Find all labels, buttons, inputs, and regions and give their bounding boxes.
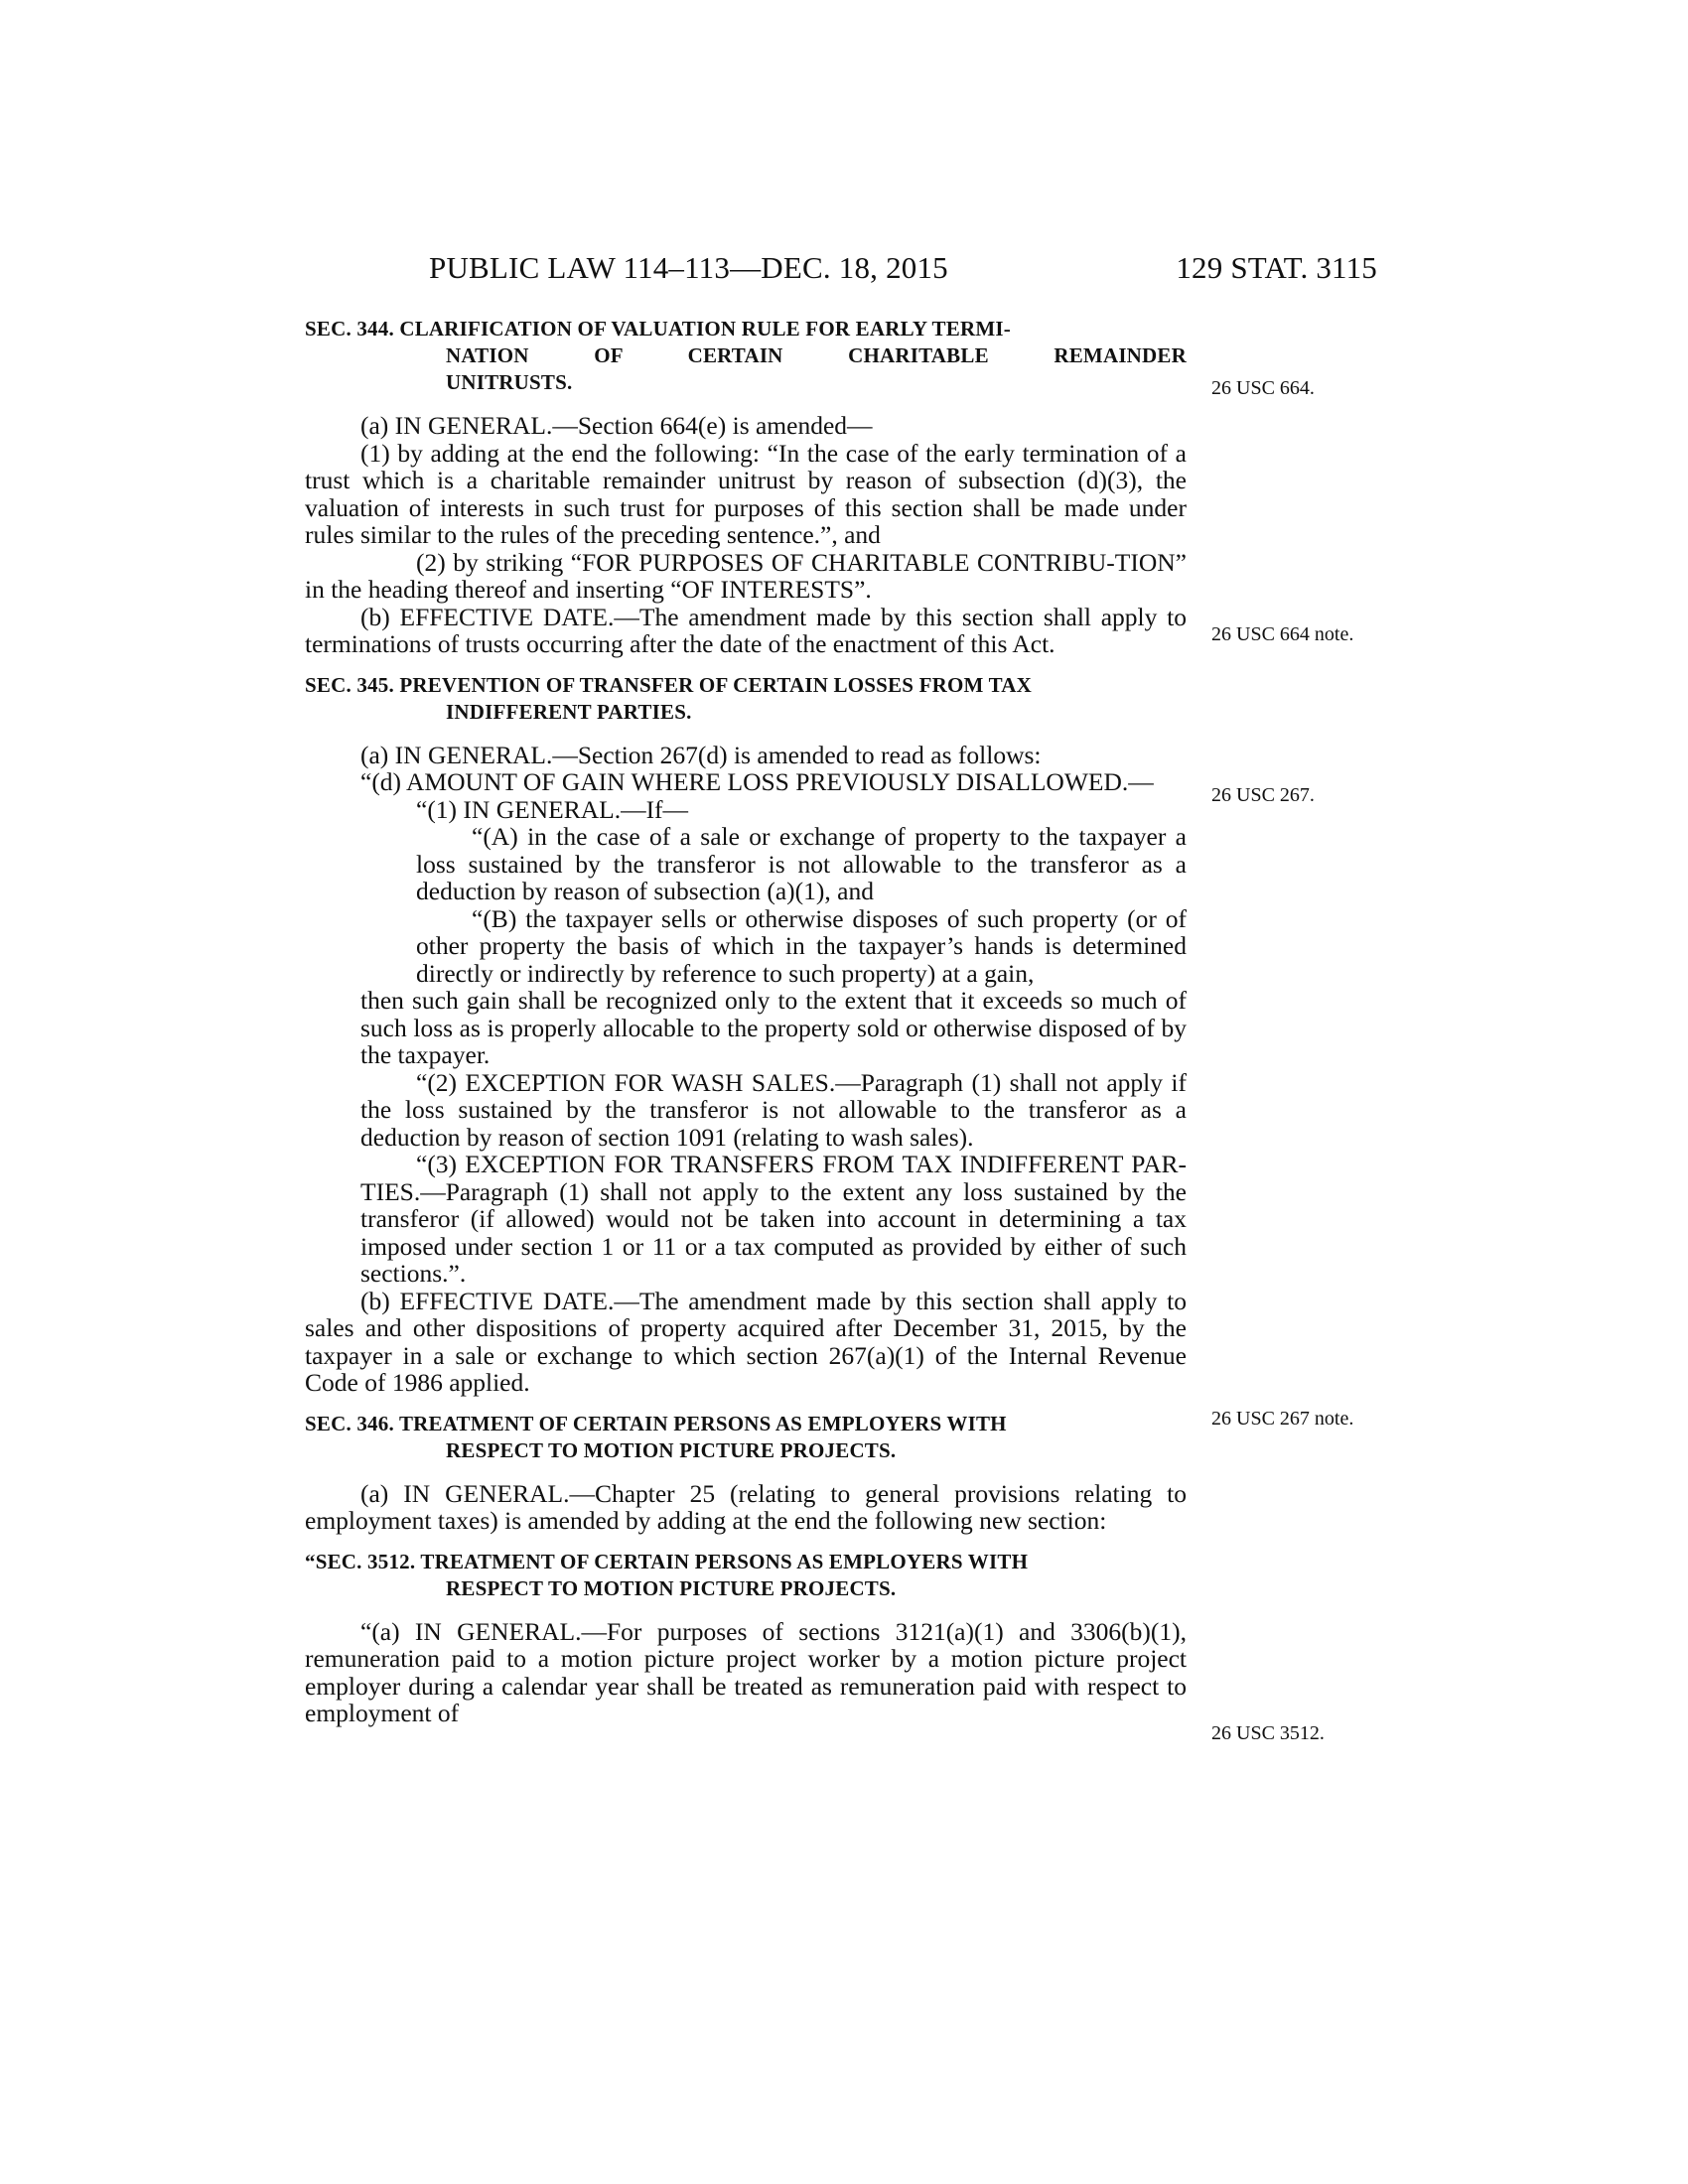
section-3512-heading [305,1549,1187,1602]
section-345-heading-line1: SEC. 345. PREVENTION OF TRANSFER OF CERTAIN LOSSES FROM TAX [305,672,1032,697]
section-344-a1: (1) by adding at the end the following: “In the case of the early termination of a trust which is a charitable remainder unitrust by reason of subsection (d)(3), the valuation of interests in such trust for purposes of this section shall be made under rules similar to the rules of the preceding sentence.”, and [305,438,1187,549]
section-344-heading-line1: SEC. 344. CLARIFICATION OF VALUATION RULE FOR EARLY TERMI- [305,317,1011,341]
section-345-heading [305,672,1187,726]
section-345-a: (a) IN GENERAL.—Section 267(d) is amended to read as follows: [360,740,1042,769]
section-346-heading-line2: RESPECT TO MOTION PICTURE PROJECTS. [446,1437,897,1462]
section-345-d: “(d) AMOUNT OF GAIN WHERE LOSS PREVIOUSLY DISALLOWED.— [360,767,1154,796]
section-344-a: (a) IN GENERAL.—Section 664(e) is amended— [360,411,873,440]
section-346-heading-line1: SEC. 346. TREATMENT OF CERTAIN PERSONS AS EMPLOYERS WITH [305,1411,1007,1435]
body-column [305,316,1187,1727]
section-345-b: (b) EFFECTIVE DATE.—The amendment made by this section shall apply to sales and other dispositions of property acquired after December 31, 2015, by the taxpayer in a sale or exchange to which section 267(a)(1) of the Internal Revenue Code of 1986 applied. [305,1286,1187,1397]
section-3512-heading-line2: RESPECT TO MOTION PICTURE PROJECTS. [446,1575,897,1600]
section-345-then: then such gain shall be recognized only to the extent that it exceeds so much of such loss as is properly allocable to the property sold or otherwise disposed of by the taxpayer. [360,986,1187,1069]
section-345-d3: “(3) EXCEPTION FOR TRANSFERS FROM TAX INDIFFERENT PAR-TIES.—Paragraph (1) shall not apply to the extent any loss sustained by the transferor (if allowed) would not be taken into account in determining a tax imposed under section 1 or 11 or a tax computed as provided by either of such sections.”. [360,1150,1187,1288]
section-346-a: (a) IN GENERAL.—Chapter 25 (relating to general provisions relating to employment taxes) is amended by adding at the end the following new section: [305,1478,1187,1535]
section-345-dA: “(A) in the case of a sale or exchange of property to the taxpayer a loss sustained by the transferor is not allowable to the transferor as a deduction by reason of subsection (a)(1), and [416,822,1187,905]
section-345-d1: “(1) IN GENERAL.—If— [416,794,689,824]
section-344-heading-line3: UNITRUSTS. [446,370,573,394]
section-3512-a: “(a) IN GENERAL.—For purposes of sections 3121(a)(1) and 3306(b)(1), remuneration paid to a motion picture project worker by a motion picture project employer during a calendar year shall be treated as remuneration paid with respect to employment of [305,1616,1187,1727]
section-3512-heading-line1: “SEC. 3512. TREATMENT OF CERTAIN PERSONS AS EMPLOYERS WITH [305,1549,1029,1573]
section-346-heading [305,1411,1187,1464]
section-344-b: (b) EFFECTIVE DATE.—The amendment made by this section shall apply to terminations of trusts occurring after the date of the enactment of this Act. [305,602,1187,658]
section-345-d2: “(2) EXCEPTION FOR WASH SALES.—Paragraph (1) shall not apply if the loss sustained by the transferor is not allowable to the transferor as a deduction by reason of section 1091 (relating to wash sales). [360,1067,1187,1152]
header-stat-page: 129 STAT. 3115 [1176,250,1377,285]
header-public-law: PUBLIC LAW 114–113—DEC. 18, 2015 [429,250,948,285]
margin-note-26usc3512: 26 USC 3512. [1211,1722,1325,1744]
margin-note-26usc267: 26 USC 267. [1211,784,1315,806]
section-345-heading-line2: INDIFFERENT PARTIES. [446,699,692,724]
margin-note-26usc267-note: 26 USC 267 note. [1211,1408,1354,1430]
margin-note-26usc664-note: 26 USC 664 note. [1211,623,1354,645]
section-344-a2: (2) by striking “FOR PURPOSES OF CHARITABLE CONTRIBU-TION” in the heading thereof and inserting “OF INTERESTS”. [305,547,1187,604]
section-345-dB: “(B) the taxpayer sells or otherwise disposes of such property (or of other property the basis of which in the taxpayer’s hands is determined directly or indirectly by reference to such property) at a gain, [416,903,1187,988]
section-344-heading-line2: NATION OF CERTAIN CHARITABLE REMAINDER [446,343,1187,367]
margin-note-26usc664: 26 USC 664. [1211,377,1315,399]
section-344-heading [305,316,1187,396]
